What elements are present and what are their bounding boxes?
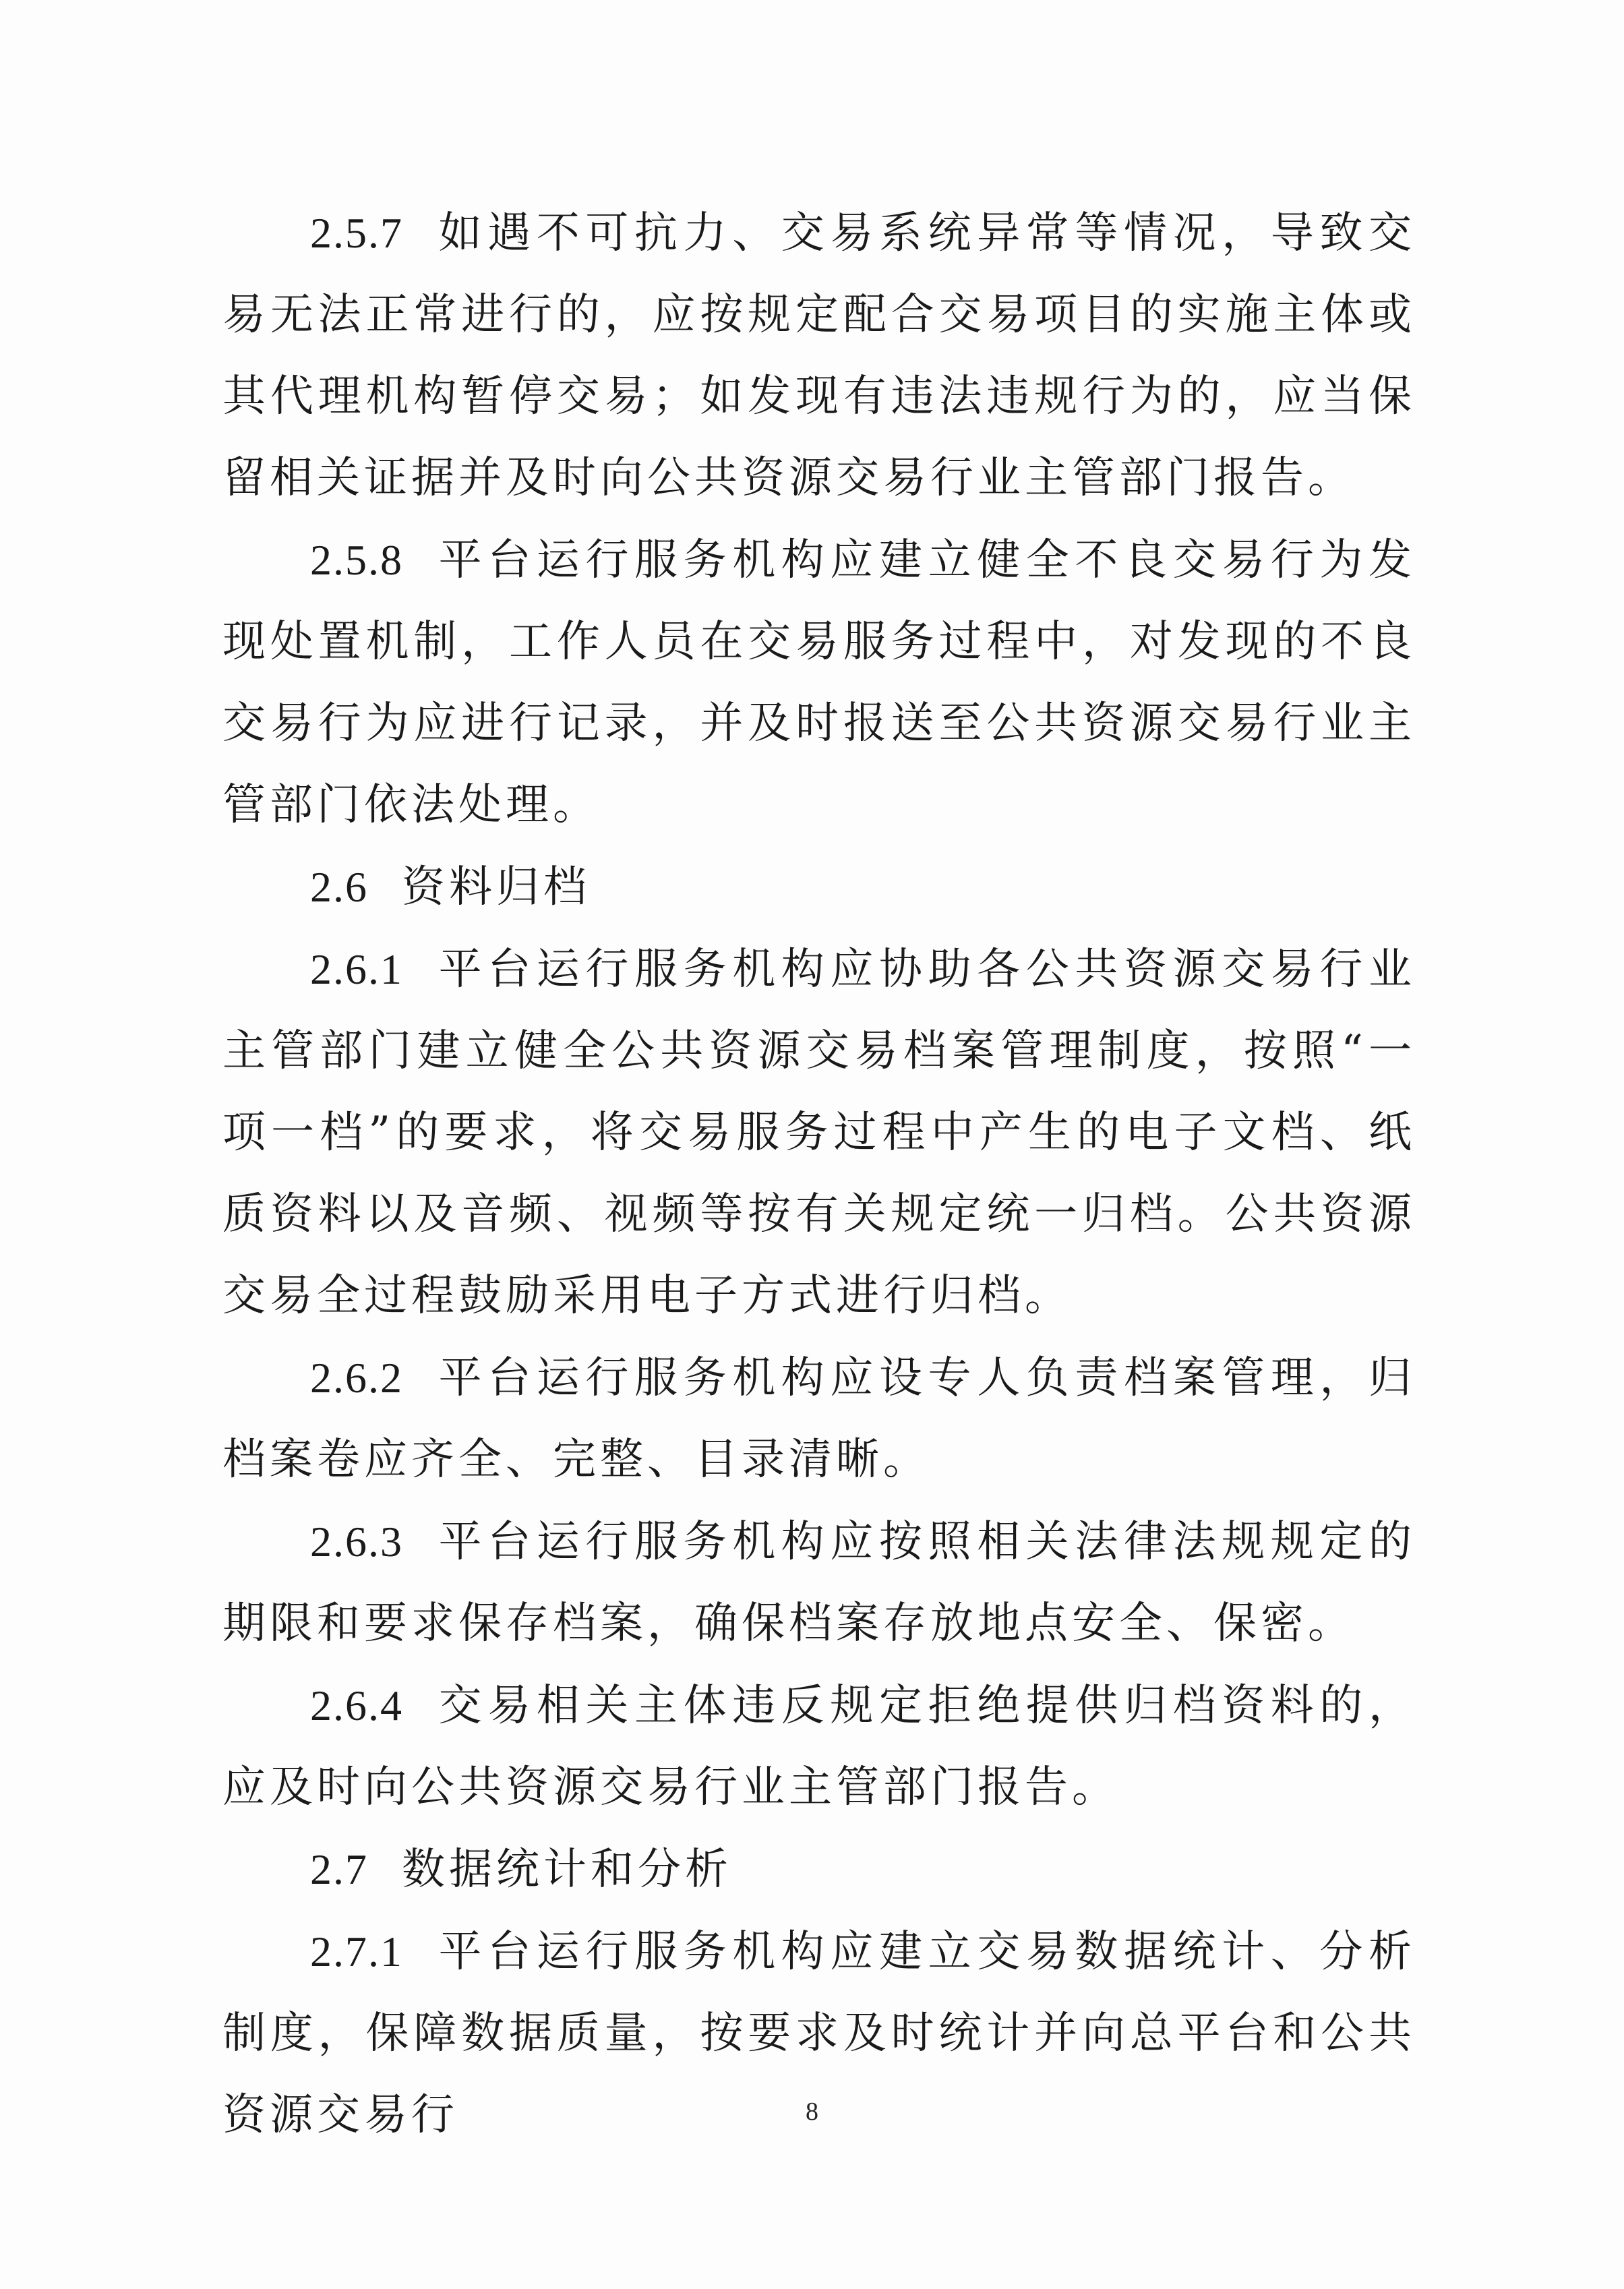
section-number: 2.5.7 [310,209,403,257]
page-number: 8 [806,2098,818,2126]
section-number: 2.6.3 [310,1518,403,1566]
section-heading-2-6 [222,846,1416,928]
section-number: 2.6.1 [310,945,403,993]
section-number: 2.6 [310,863,368,911]
paragraph-2-6-4 [222,1665,1416,1829]
paragraph-2-6-1 [222,928,1416,1337]
paragraph-2-5-7 [222,192,1416,519]
paragraph-text: 平台运行服务机构应设专人负责档案管理，归档案卷应齐全、完整、目录清晰。 [222,1353,1416,1485]
section-title: 资料归档 [402,862,591,912]
paragraph-2-6-3 [222,1501,1416,1665]
paragraph-2-5-8 [222,519,1416,846]
paragraph-text: 平台运行服务机构应按照相关法律法规规定的期限和要求保存档案，确保档案存放地点安全、保密。 [222,1517,1416,1648]
paragraph-text: 平台运行服务机构应建立交易数据统计、分析制度，保障数据质量，按要求及时统计并向总平台和公共资源交易行 [222,1927,1416,2140]
paragraph-text: 交易相关主体违反规定拒绝提供归档资料的，应及时向公共资源交易行业主管部门报告。 [222,1681,1416,1812]
paragraph-text: 平台运行服务机构应协助各公共资源交易行业主管部门建立健全公共资源交易档案管理制度，按照“一项一档”的要求，将交易服务过程中产生的电子文档、纸质资料以及音频、视频等按有关规定统一归档。公共资源交易全过程鼓励采用电子方式进行归档。 [222,945,1416,1321]
section-number: 2.7.1 [310,1928,403,1975]
paragraph-2-6-2 [222,1337,1416,1501]
section-number: 2.5.8 [310,536,403,584]
paragraph-text: 平台运行服务机构应建立健全不良交易行为发现处置机制，工作人员在交易服务过程中，对发现的不良交易行为应进行记录，并及时报送至公共资源交易行业主管部门依法处理。 [222,535,1416,830]
section-number: 2.6.4 [310,1682,403,1729]
section-heading-2-7 [222,1829,1416,1911]
section-title: 数据统计和分析 [402,1845,732,1895]
paragraph-text: 如遇不可抗力、交易系统异常等情况，导致交易无法正常进行的，应按规定配合交易项目的实施主体或其代理机构暂停交易；如发现有违法违规行为的，应当保留相关证据并及时向公共资源交易行业主管部门报告。 [222,208,1416,503]
section-number: 2.7 [310,1845,368,1893]
section-number: 2.6.2 [310,1354,403,1402]
document-body [222,192,1416,2156]
